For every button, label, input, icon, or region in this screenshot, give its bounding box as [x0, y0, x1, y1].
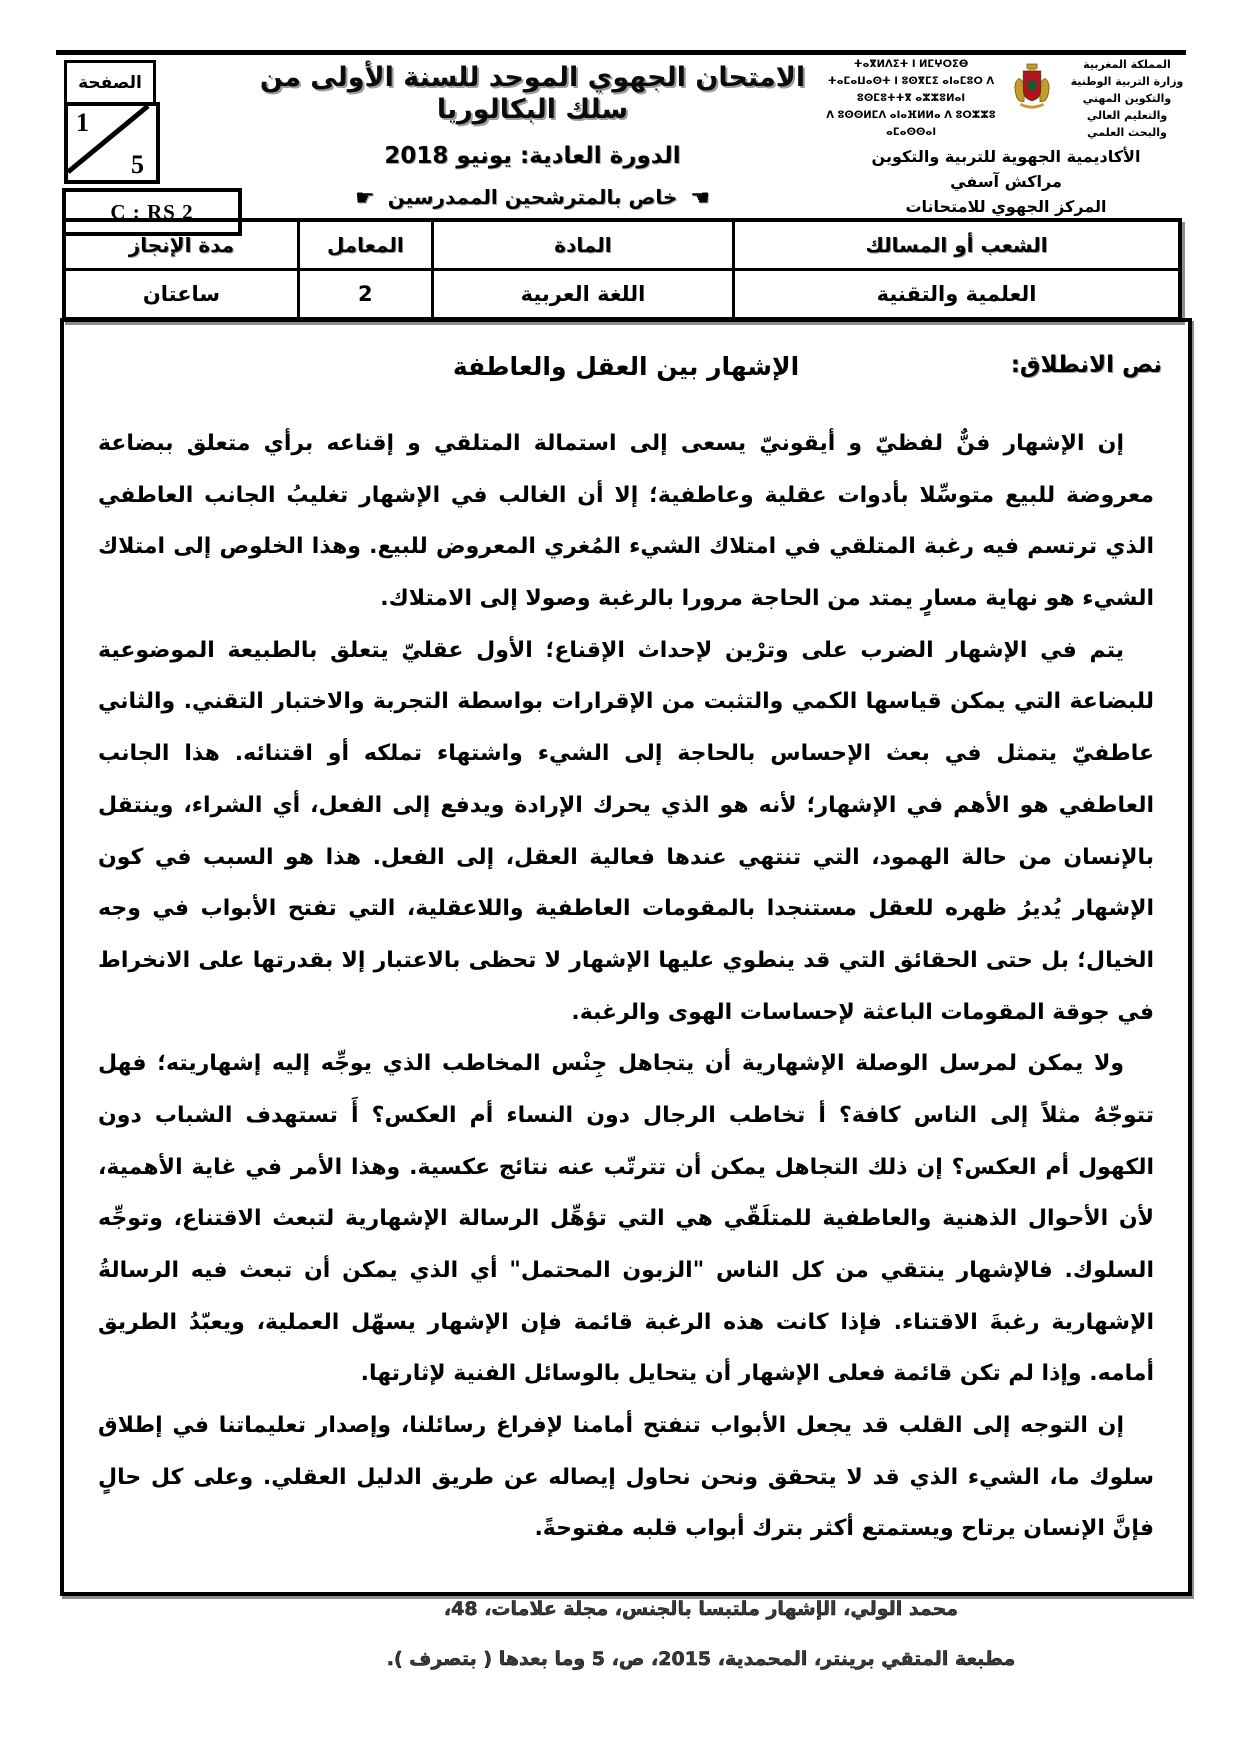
page-label: الصفحة: [78, 73, 142, 93]
audience-note: خاص بالمترشحين الممدرسين: [387, 184, 678, 209]
info-table: [62, 218, 1182, 321]
pointing-hand-right-icon: ☚: [690, 185, 711, 211]
page-number-current: 1: [76, 108, 89, 137]
tifinagh-block: [826, 56, 996, 141]
paragraph: ولا يمكن لمرسل الوصلة الإشهارية أن يتجاهل جِنْس المخاطب الذي يوجِّه إليه إشهاريته؛ فهل تتوجّهُ مثلاً إلى الناس كافة؟ أ تخاطب الرجال دون النساء أم العكس؟ أَ تستهدف الشباب دون الكهول أم العكس؟ إن ذلك التجاهل يمكن أن تترتّب عنه نتائج عكسية. وهذا الأمر في غاية الأهمية، لأن الأحوال الذهنية والعاطفية للمتلَقّي هي التي تؤهِّل الرسالة الإشهارية لتبعث الاقتناع، وتوجِّه السلوك. فالإشهار ينتقي من كل الناس "الزبون المحتمل" أي الذي يمكن أن تبعث فيه الرسالةُ الإشهارية رغبةَ الاقتناء. فإذا كانت هذه الرغبة قائمة فإن الإشهار يسهّل العملية، ويعبّدُ الطريق أمامه. وإذا لم تكن قائمة فعلى الإشهار أن يتحايل بالوسائل الفنية لإثارتها.: [98, 1051, 1154, 1387]
tifinagh-line: ⵜⴰⵎⴰⵡⴰⵙⵜ ⵏ ⵓⵙⴳⵎⵉ ⴰⵏⴰⵎⵓⵔ ⴷ ⵓⵙⵎⵓⵜⵜⴳ ⴰⵣⵣⵓⵍⴰⵏ: [827, 76, 995, 104]
text-title: الإشهار بين العقل والعاطفة: [452, 352, 800, 381]
info-table-value-row: [64, 270, 1180, 320]
info-table-header-row: [64, 220, 1180, 270]
citation-block: [364, 1585, 1038, 1684]
academy-block: [826, 145, 1186, 219]
page-fraction-box: [64, 102, 160, 184]
citation-line: محمد الولي، الإشهار ملتبسا بالجنس، مجلة علامات، 48،: [443, 1598, 959, 1621]
citation-line: مطبعة المتقي برينتر، المحمدية، 2015، ص، 5 وما بعدها ( بتصرف ).: [386, 1647, 1016, 1670]
government-row: [826, 56, 1186, 141]
header-top-divider: [56, 50, 1186, 55]
kingdom-ministry-block: [1068, 56, 1186, 141]
tifinagh-line: ⵜⴰⴳⵍⴷⵉⵜ ⵏ ⵍⵎⵖⵔⵉⴱ: [853, 59, 969, 70]
section-label: نص الانطلاق:: [1010, 352, 1162, 378]
academy-line: الأكاديمية الجهوية للتربية والتكوين: [871, 147, 1141, 167]
exam-title: الامتحان الجهوي الموحد للسنة الأولى من سلك البكالوريا: [259, 62, 806, 126]
document-box: [60, 318, 1192, 1670]
session-line: الدورة العادية: يونيو 2018: [384, 142, 681, 169]
branches-value: العلمية والتقنية: [734, 270, 1180, 320]
ministry-line: والتعليم العالي والبحث العلمي: [1086, 109, 1168, 140]
coat-of-arms-icon: [1009, 58, 1055, 116]
body-text: [98, 418, 1154, 1555]
header-right: [826, 56, 1186, 220]
column-header-coefficient: المعامل: [298, 220, 432, 270]
column-header-duration: مدة الإنجاز: [64, 220, 298, 270]
intro-row: [64, 350, 1188, 396]
paragraph: يتم في الإشهار الضرب على وترْين لإحداث الإقناع؛ الأول عقليّ يتعلق بالطبيعة الموضوعية للبضاعة التي يمكن قياسها الكمي والتثبت من الإقرارات بواسطة التجربة والاختبار التقني. والثاني عاطفيّ يتمثل في بعث الإحساس بالحاجة إلى الشيء واشتهاء تملكه أو اقتنائه. هذا الجانب العاطفي هو الأهم في الإشهار؛ لأنه هو الذي يحرك الإرادة ويدفع إلى الفعل، أي الشراء، وينتقل بالإنسان من حالة الهمود، التي تنتهي عندها فعالية العقل، إلى الفعل. هذا هو السبب في كون الإشهار يُديرُ ظهره للعقل مستنجدا بالمقومات العاطفية واللاعقلية، التي تفتح الأبواب في وجه الخيال؛ بل حتى الحقائق التي قد ينطوي عليها الإشهار لا تحظى بالاعتبار إلا بقدرتها على الانخراط في جوقة المقومات الباعثة لإحساسات الهوى والرغبة.: [98, 637, 1154, 1025]
column-header-branches: الشعب أو المسالك: [734, 220, 1180, 270]
header-center: [245, 62, 820, 211]
academy-region-line: مراكش آسفي: [950, 172, 1062, 192]
subject-value: اللغة العربية: [432, 270, 733, 320]
tifinagh-line: ⴷ ⵓⵙⵙⵍⵎⴷ ⴰⵏⴰⴼⵍⵍⴰ ⴷ ⵓⵔⵣⵣⵓ ⴰⵎⴰⵙⵙⴰⵏ: [826, 110, 996, 138]
kingdom-line: المملكة المغربية: [1083, 58, 1171, 71]
column-header-subject: المادة: [432, 220, 733, 270]
pointing-hand-left-icon: ☛: [354, 185, 375, 211]
paragraph: إن الإشهار فنٌّ لفظيّ و أيقونيّ يسعى إلى استمالة المتلقي و إقناعه برأي متعلق ببضاعة معروضة للبيع متوسِّلا بأدوات عقلية وعاطفية؛ إلا أن الغالب في الإشهار تغليبُ الجانب العاطفي الذي ترتسم فيه رغبة المتلقي في امتلاك الشيء المُغري المعروض للبيع. وهذا الخلوص إلى امتلاك الشيء هو نهاية مسارٍ يمتد من الحاجة مرورا بالرغبة وصولا إلى الامتلاك.: [98, 431, 1154, 612]
paragraph: إن التوجه إلى القلب قد يجعل الأبواب تنفتح أمامنا لإفراغ رسائلنا، وإصدار تعليماتنا في إطلاق سلوك ما، الشيء الذي قد لا يتحقق ونحن نحاول إيصاله عن طريق الدليل العقلي. وعلى كل حالٍ فإنَّ الإنسان يرتاح ويستمتع أكثر بترك أبواب قلبه مفتوحةً.: [98, 1413, 1154, 1542]
coefficient-value: 2: [298, 270, 432, 320]
exams-center-line: المركز الجهوي للامتحانات: [905, 196, 1107, 216]
audience-line: [245, 185, 820, 211]
ministry-line: وزارة التربية الوطنية والتكوين المهني: [1070, 75, 1184, 106]
exam-code: C : RS 2: [110, 199, 194, 224]
page-number-total: 5: [131, 150, 144, 179]
duration-value: ساعتان: [64, 270, 298, 320]
page-label-box: [64, 60, 156, 106]
